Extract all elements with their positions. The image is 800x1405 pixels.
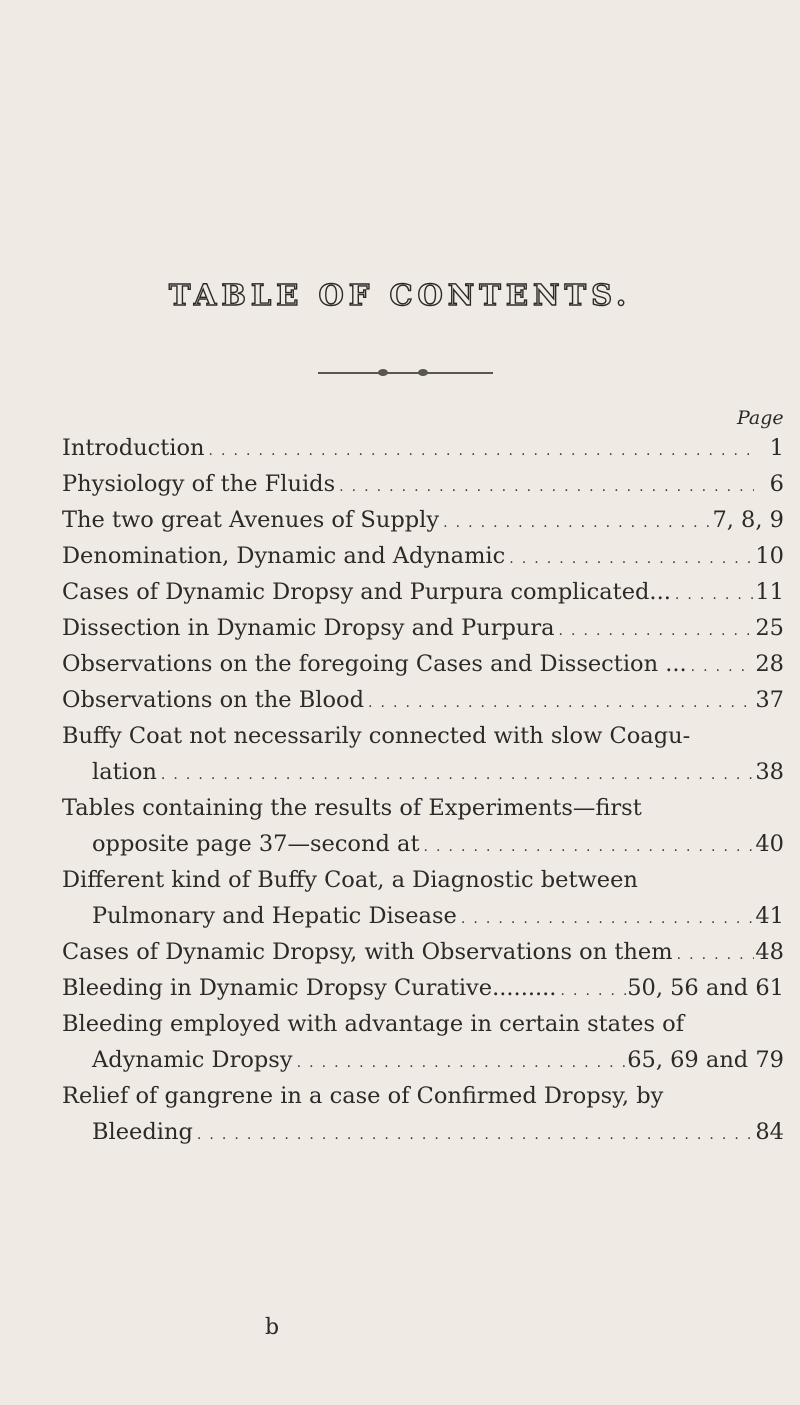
toc-entry <box>62 502 784 538</box>
toc-entry <box>62 934 784 970</box>
toc-entry-line <box>62 610 784 646</box>
dot-leader <box>157 757 754 790</box>
toc-page-number: 28 <box>755 651 784 677</box>
toc-entry-text: opposite page 37—second at <box>92 831 420 857</box>
dot-leader <box>556 973 627 1006</box>
toc-entry-line <box>62 538 784 574</box>
dot-leader <box>193 1117 754 1150</box>
toc-entry-text: Adynamic Dropsy <box>92 1047 293 1073</box>
toc-entry <box>62 1078 784 1150</box>
contents-list <box>62 430 784 1150</box>
rule-ornament-right <box>418 369 428 376</box>
toc-entry-line <box>62 970 784 1006</box>
page-title: TABLE OF CONTENTS. <box>168 278 632 312</box>
toc-page-number: 25 <box>755 615 784 641</box>
toc-entry-continuation <box>62 1042 784 1078</box>
toc-entry <box>62 790 784 862</box>
dot-leader <box>505 541 754 574</box>
dot-leader <box>335 469 754 502</box>
toc-entry-text: Relief of gangrene in a case of Confirmed Dropsy, by <box>62 1083 664 1109</box>
dot-leader <box>673 937 754 970</box>
dot-leader <box>671 577 754 610</box>
toc-entry-line <box>62 862 784 898</box>
toc-entry-line <box>62 934 784 970</box>
toc-entry <box>62 646 784 682</box>
toc-entry-text: Tables containing the results of Experiments—first <box>62 795 642 821</box>
dot-leader <box>439 505 712 538</box>
toc-entry-line <box>62 718 784 754</box>
toc-entry-text: Bleeding in Dynamic Dropsy Curative......... <box>62 975 557 1001</box>
toc-page-number: 40 <box>755 831 784 857</box>
toc-entry <box>62 574 784 610</box>
toc-page-number: 48 <box>755 939 784 965</box>
toc-entry-text: Observations on the foregoing Cases and Dissection ... <box>62 651 687 677</box>
toc-entry <box>62 1006 784 1078</box>
dot-leader <box>364 685 754 718</box>
toc-page-number: 84 <box>755 1119 784 1145</box>
toc-entry-line <box>62 430 784 466</box>
toc-entry <box>62 970 784 1006</box>
toc-entry-continuation <box>62 826 784 862</box>
toc-entry <box>62 610 784 646</box>
toc-entry-line <box>62 790 784 826</box>
toc-page-number: 10 <box>755 543 784 569</box>
toc-entry-text: lation <box>92 759 157 785</box>
toc-entry-text: Introduction <box>62 435 205 461</box>
toc-entry-text: Bleeding employed with advantage in certain states of <box>62 1011 685 1037</box>
toc-page-number: 7, 8, 9 <box>712 507 784 533</box>
dot-leader <box>293 1045 628 1078</box>
toc-entry-text: Dissection in Dynamic Dropsy and Purpura <box>62 615 555 641</box>
toc-entry-text: Observations on the Blood <box>62 687 364 713</box>
signature-mark: b <box>265 1315 280 1340</box>
toc-entry <box>62 862 784 934</box>
toc-entry-text: The two great Avenues of Supply <box>62 507 440 533</box>
toc-entry-text: Cases of Dynamic Dropsy, with Observations on them <box>62 939 673 965</box>
dot-leader <box>457 901 754 934</box>
toc-entry-line <box>62 466 784 502</box>
toc-entry-line <box>62 502 784 538</box>
toc-entry-line <box>62 682 784 718</box>
toc-entry-line <box>62 1078 784 1114</box>
toc-entry-text: Different kind of Buffy Coat, a Diagnostic between <box>62 867 638 893</box>
toc-entry-text: Physiology of the Fluids <box>62 471 336 497</box>
rule-ornament-left <box>378 369 388 376</box>
toc-page-number: 37 <box>755 687 784 713</box>
toc-page-number: 50, 56 and 61 <box>627 975 784 1001</box>
ornamental-rule <box>318 372 493 374</box>
toc-entry-text: Bleeding <box>92 1119 193 1145</box>
toc-entry-line <box>62 1006 784 1042</box>
toc-page-number: 6 <box>769 471 784 497</box>
toc-entry-line <box>62 574 784 610</box>
dot-leader <box>419 829 754 862</box>
dot-leader <box>555 613 754 646</box>
dot-leader <box>687 649 754 682</box>
toc-entry <box>62 466 784 502</box>
toc-page-number: 38 <box>755 759 784 785</box>
toc-page-number: 65, 69 and 79 <box>627 1047 784 1073</box>
toc-entry <box>62 430 784 466</box>
toc-page-number: 11 <box>755 579 784 605</box>
toc-entry-line <box>62 646 784 682</box>
toc-entry-text: Buffy Coat not necessarily connected with slow Coagu- <box>62 723 691 749</box>
toc-entry-continuation <box>62 898 784 934</box>
toc-page-number: 41 <box>755 903 784 929</box>
toc-entry-text: Pulmonary and Hepatic Disease <box>92 903 457 929</box>
toc-entry-text: Denomination, Dynamic and Adynamic <box>62 543 506 569</box>
page-column-header: Page <box>737 407 784 429</box>
toc-entry <box>62 718 784 790</box>
toc-entry <box>62 682 784 718</box>
dot-leader <box>205 433 755 466</box>
toc-page-number: 1 <box>769 435 784 461</box>
toc-entry-text: Cases of Dynamic Dropsy and Purpura complicated... <box>62 579 671 605</box>
toc-entry-continuation <box>62 754 784 790</box>
toc-entry <box>62 538 784 574</box>
toc-entry-continuation <box>62 1114 784 1150</box>
